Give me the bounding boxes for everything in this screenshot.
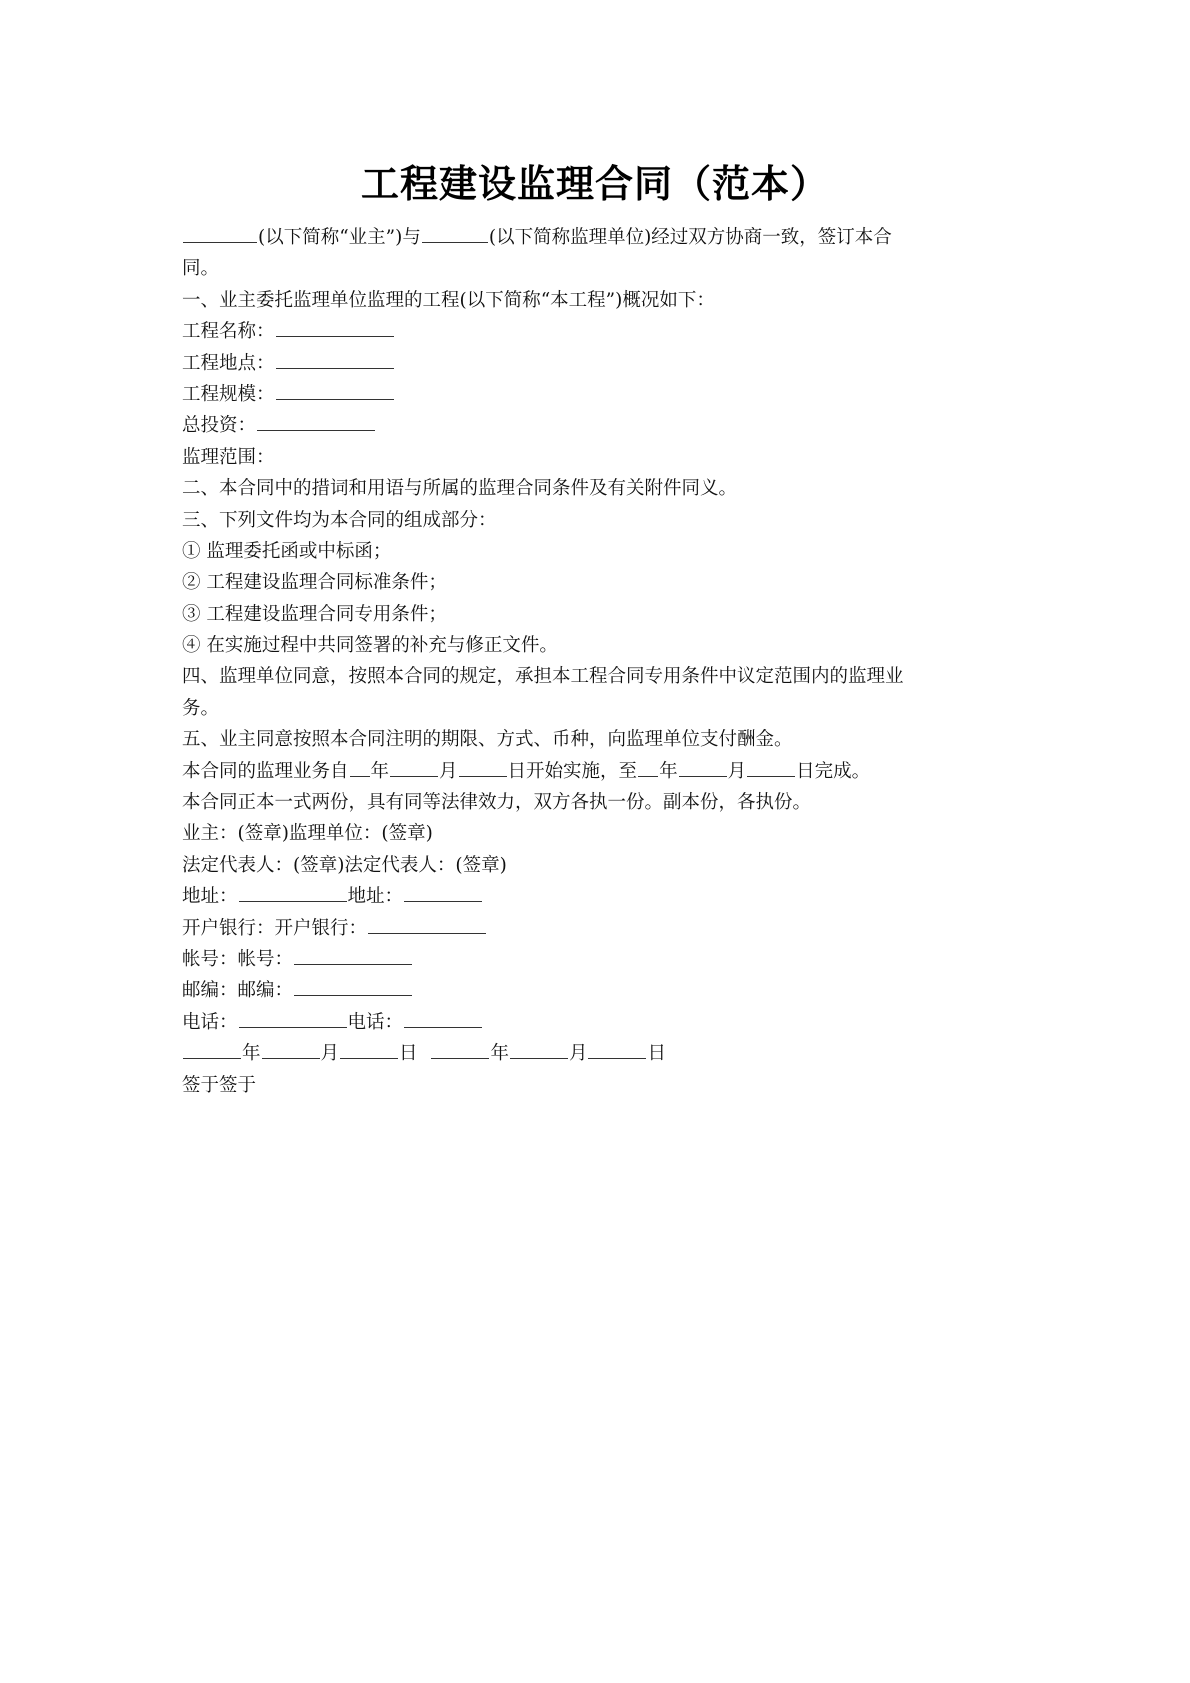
- start-year-blank[interactable]: [350, 758, 370, 777]
- owner-year-blank[interactable]: [183, 1040, 241, 1059]
- start-month-blank[interactable]: [390, 758, 438, 777]
- address-line: [182, 881, 1022, 912]
- contract-period-line: [182, 756, 1022, 787]
- section3-heading: 三、下列文件均为本合同的组成部分：: [182, 509, 497, 531]
- bank-line: [182, 913, 1022, 944]
- address-label-owner: 地址：: [182, 886, 238, 908]
- supervisor-name-blank[interactable]: [422, 224, 488, 243]
- intro-line: [182, 222, 1022, 253]
- phone-line: [182, 1007, 1022, 1038]
- section3-item-4: ④ 在实施过程中共同签署的补充与修正文件。: [182, 635, 558, 657]
- signature-legal-rep: 法定代表人：(签章)法定代表人：(签章): [182, 854, 507, 876]
- end-month-blank[interactable]: [679, 758, 727, 777]
- section4-line1: 四、监理单位同意，按照本合同的规定，承担本工程合同专用条件中议定范围内的监理业: [182, 666, 904, 688]
- phone-label-owner: 电话：: [182, 1011, 238, 1033]
- intro-supervisor-text: (以下简称监理单位)经过双方协商一致，签订本合: [488, 227, 892, 248]
- project-scale-blank[interactable]: [276, 381, 394, 400]
- postcode-blank[interactable]: [294, 977, 412, 996]
- address-label-supervisor: 地址：: [347, 886, 404, 908]
- supervisor-month-blank[interactable]: [510, 1040, 568, 1059]
- postcode-labels: 邮编：邮编：: [182, 980, 294, 1002]
- supervisor-address-blank[interactable]: [404, 883, 482, 902]
- project-scale-field: [182, 379, 1022, 410]
- document-title: 工程建设监理合同（范本）: [360, 161, 829, 206]
- intro-owner-text: (以下简称“业主”)与: [258, 227, 421, 248]
- period-start-suffix: 日开始实施，至: [507, 760, 638, 782]
- total-investment-blank[interactable]: [257, 412, 375, 431]
- owner-name-blank[interactable]: [183, 224, 257, 243]
- supervisor-phone-blank[interactable]: [404, 1009, 482, 1028]
- start-day-blank[interactable]: [459, 758, 507, 777]
- period-end-month-label: 月: [727, 760, 747, 782]
- account-blank[interactable]: [294, 946, 412, 965]
- owner-month-blank[interactable]: [262, 1040, 320, 1059]
- total-investment-field: [182, 410, 1022, 441]
- end-day-blank[interactable]: [747, 758, 795, 777]
- phone-label-supervisor: 电话：: [347, 1011, 404, 1033]
- total-investment-label: 总投资：: [182, 415, 257, 437]
- copies-text: 本合同正本一式两份，具有同等法律效力，双方各执一份。副本份，各执份。: [182, 792, 812, 814]
- project-location-field: [182, 348, 1022, 379]
- project-name-field: [182, 316, 1022, 347]
- period-end-suffix: 日完成。: [796, 760, 871, 782]
- supervision-scope-field: [182, 442, 1022, 473]
- section3-item-1: ① 监理委托函或中标函；: [182, 540, 392, 562]
- postcode-line: [182, 975, 1022, 1006]
- end-year-blank[interactable]: [638, 758, 658, 777]
- section5-text: 五、业主同意按照本合同注明的期限、方式、币种，向监理单位支付酬金。: [182, 729, 793, 751]
- account-labels: 帐号：帐号：: [182, 948, 294, 970]
- account-line: [182, 944, 1022, 975]
- period-end-year-label: 年: [659, 760, 678, 782]
- document-body: [182, 222, 1022, 1101]
- project-location-blank[interactable]: [276, 350, 394, 369]
- supervisor-day-label: 日: [647, 1043, 666, 1065]
- owner-address-blank[interactable]: [239, 883, 347, 902]
- project-name-blank[interactable]: [276, 318, 394, 337]
- signing-date-line: [182, 1038, 1022, 1069]
- owner-day-label: 日: [399, 1043, 418, 1065]
- supervisor-day-blank[interactable]: [588, 1040, 646, 1059]
- section3-item-3: ③ 工程建设监理合同专用条件；: [182, 603, 447, 625]
- project-scale-label: 工程规模：: [182, 383, 275, 405]
- project-location-label: 工程地点：: [182, 352, 275, 374]
- period-year-label: 年: [370, 760, 390, 782]
- owner-phone-blank[interactable]: [239, 1009, 347, 1028]
- section3-item-2: ② 工程建设监理合同标准条件；: [182, 572, 447, 594]
- supervisor-month-label: 月: [568, 1043, 588, 1065]
- bank-blank[interactable]: [368, 915, 486, 934]
- bank-labels: 开户银行：开户银行：: [182, 917, 368, 939]
- section4-line2: 务。: [182, 697, 220, 719]
- owner-day-blank[interactable]: [340, 1040, 398, 1059]
- section2-text: 二、本合同中的措词和用语与所属的监理合同条件及有关附件同义。: [182, 478, 738, 500]
- owner-year-label: 年: [242, 1043, 261, 1065]
- project-name-label: 工程名称：: [182, 321, 275, 343]
- period-prefix: 本合同的监理业务自: [182, 760, 349, 782]
- signed-at-line: 签于签于: [182, 1074, 257, 1096]
- owner-month-label: 月: [320, 1043, 340, 1065]
- signature-parties: 业主：(签章)监理单位：(签章): [182, 823, 433, 845]
- section1-heading: 一、业主委托监理单位监理的工程(以下简称“本工程”)概况如下：: [182, 289, 715, 311]
- supervision-scope-label: 监理范围：: [182, 446, 275, 468]
- supervisor-year-blank[interactable]: [431, 1040, 489, 1059]
- supervisor-year-label: 年: [490, 1043, 509, 1065]
- intro-continuation: 同。: [182, 258, 220, 280]
- period-month-label: 月: [439, 760, 458, 782]
